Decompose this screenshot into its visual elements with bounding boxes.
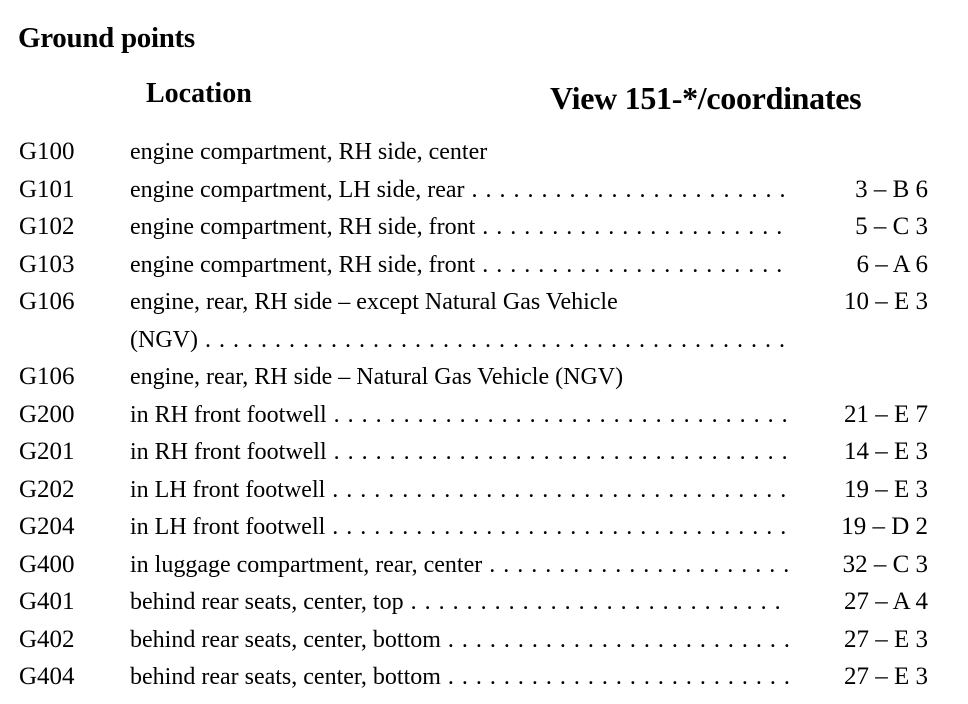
location-column-header: Location (146, 78, 252, 109)
ground-point-coordinates: 27 – A 4 (843, 588, 928, 615)
list-item (0, 399, 968, 437)
ground-point-coordinates: 21 – E 7 (843, 400, 928, 428)
ground-point-id: G404 (19, 663, 75, 690)
ground-point-id: G100 (19, 138, 75, 165)
ground-point-coordinates: 14 – E 3 (843, 438, 928, 465)
ground-point-location: in luggage compartment, rear, center . . . (130, 549, 790, 581)
ground-point-coordinates: 3 – B 6 (855, 175, 928, 203)
ground-point-id: G106 (19, 288, 75, 315)
ground-point-coordinates: 27 – E 3 (843, 625, 928, 653)
list-item-continuation (0, 324, 968, 362)
list-item (0, 474, 968, 512)
list-item (0, 661, 968, 699)
ground-point-id: G401 (19, 588, 75, 615)
list-item (0, 211, 968, 249)
ground-point-location: in LH front footwell . . . (130, 474, 790, 506)
ground-point-id: G201 (19, 438, 75, 465)
ground-point-id: G400 (19, 550, 75, 578)
ground-point-location: engine compartment, RH side, front . . . (130, 249, 790, 281)
ground-point-id: G103 (19, 250, 75, 278)
ground-point-coordinates: 27 – E 3 (843, 663, 928, 690)
ground-point-location: behind rear seats, center, bottom . . . (130, 624, 790, 656)
ground-point-location: behind rear seats, center, top . . . (130, 586, 790, 618)
ground-point-location: engine, rear, RH side – except Natural Gas Vehicle (130, 289, 618, 315)
ground-point-id: G204 (19, 513, 75, 540)
ground-point-id: G102 (19, 213, 75, 240)
ground-point-location: (NGV) . . . (130, 324, 790, 356)
ground-points-list (0, 136, 968, 699)
ground-point-id: G200 (19, 400, 75, 428)
list-item (0, 136, 968, 174)
ground-point-coordinates: 6 – A 6 (856, 250, 928, 278)
list-item (0, 174, 968, 212)
ground-point-location: in LH front footwell . . . (130, 511, 790, 543)
list-item (0, 249, 968, 287)
ground-point-coordinates: 10 – E 3 (843, 288, 928, 315)
list-item (0, 586, 968, 624)
ground-point-location: in RH front footwell . . . (130, 436, 790, 468)
ground-point-coordinates: 19 – D 2 (841, 513, 928, 540)
ground-point-location: engine, rear, RH side – Natural Gas Vehicle (NGV) (130, 364, 624, 390)
list-item (0, 361, 968, 399)
view-coordinates-column-header: View 151-*/coordinates (550, 80, 862, 116)
ground-point-location: engine compartment, RH side, center (130, 139, 488, 165)
ground-point-id: G101 (19, 175, 75, 203)
ground-point-location: behind rear seats, center, bottom . . . (130, 661, 790, 693)
list-item (0, 286, 968, 324)
ground-point-coordinates: 5 – C 3 (855, 213, 928, 240)
ground-point-id: G106 (19, 363, 75, 390)
page-title: Ground points (18, 22, 195, 54)
ground-point-coordinates: 32 – C 3 (842, 550, 928, 578)
ground-point-location: engine compartment, LH side, rear . . . (130, 174, 790, 206)
list-item (0, 436, 968, 474)
list-item (0, 511, 968, 549)
ground-point-location: engine compartment, RH side, front . . . (130, 211, 790, 243)
ground-point-id: G202 (19, 475, 75, 503)
ground-point-id: G402 (19, 625, 75, 653)
ground-point-location: in RH front footwell . . . (130, 399, 790, 431)
list-item (0, 549, 968, 587)
ground-point-coordinates: 19 – E 3 (843, 475, 928, 503)
list-item (0, 624, 968, 662)
